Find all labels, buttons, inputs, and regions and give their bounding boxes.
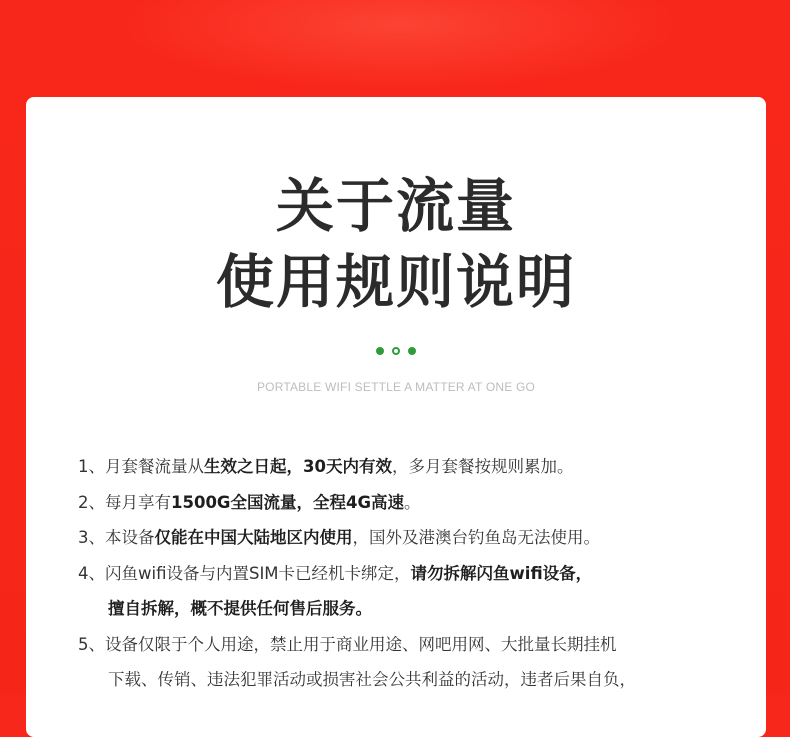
decorative-dots (26, 347, 766, 355)
rule-text-bold: 擅自拆解，概不提供任何售后服务。 (108, 599, 372, 618)
rule-text-bold: 生效之日起，30天内有效 (204, 457, 392, 476)
rule-text-bold: 请勿拆解闪鱼wifi设备， (410, 563, 593, 583)
rule-text-bold: 仅能在中国大陆地区内使用 (154, 528, 353, 547)
rule-text-bold: 1500G全国流量，全程4G高速 (171, 492, 404, 512)
rule-text: ，多月套餐按规则累加。 (391, 457, 574, 476)
rule-text: 4、闪鱼wifi设备与内置SIM卡已经机卡绑定， (78, 563, 411, 583)
background-glow (120, 0, 680, 90)
rule-text: 5、设备仅限于个人用途，禁止用于商业用途、网吧用网、大批量长期挂机 (78, 634, 617, 654)
rule-line (78, 485, 748, 521)
rule-line (78, 627, 748, 663)
rule-text: 。 (404, 492, 421, 512)
rule-text: 3、本设备 (78, 528, 155, 547)
dot-middle-icon (392, 347, 400, 355)
info-card (26, 97, 766, 737)
rule-line (78, 591, 748, 627)
rule-line (78, 556, 748, 592)
rules-list (78, 449, 748, 698)
dot-left-icon (376, 347, 384, 355)
rule-text: 下载、传销、违法犯罪活动或损害社会公共利益的活动，违者后果自负， (108, 670, 636, 689)
dot-right-icon (408, 347, 416, 355)
rule-text: ，国外及港澳台钓鱼岛无法使用。 (352, 528, 600, 547)
rule-line (78, 520, 748, 556)
rule-line (78, 449, 748, 485)
page-title-line2: 使用规则说明 (215, 248, 576, 316)
rule-text: 1、月套餐流量从 (78, 457, 204, 476)
rule-text: 2、每月享有 (78, 492, 171, 512)
page-title-line1: 关于流量 (275, 172, 516, 240)
rule-line (78, 662, 748, 698)
english-subtitle: PORTABLE WIFI SETTLE A MATTER AT ONE GO (256, 380, 536, 394)
